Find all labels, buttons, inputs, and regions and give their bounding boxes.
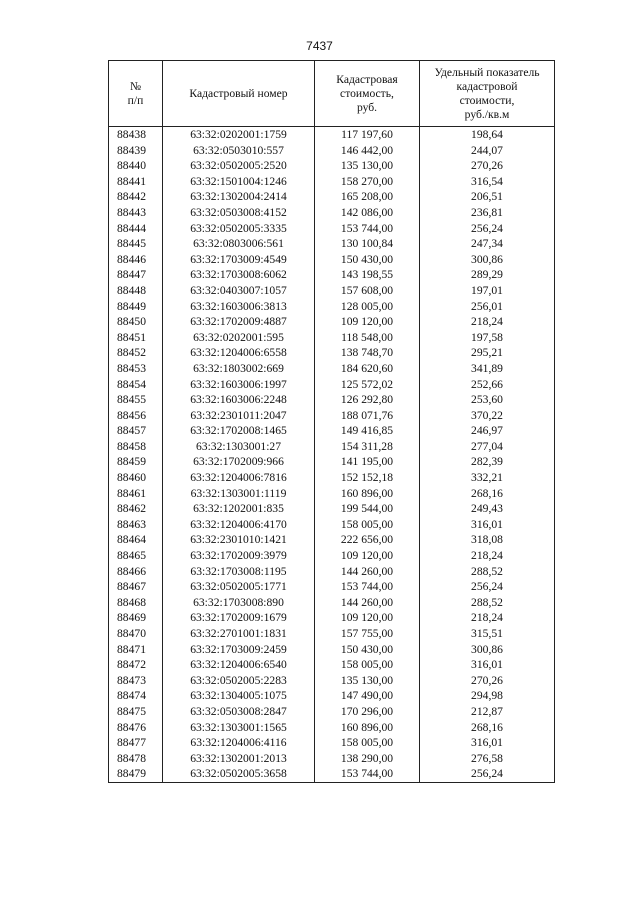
- cadastral-number: 63:32:1703009:4549: [163, 252, 315, 268]
- unit-cadastral-value: 256,24: [420, 221, 555, 237]
- table-row: [109, 330, 555, 346]
- cadastral-cost: 165 208,00: [315, 189, 420, 205]
- table-row: [109, 579, 555, 595]
- unit-cadastral-value: 218,24: [420, 548, 555, 564]
- row-number: 88447: [109, 267, 163, 283]
- cadastral-number: 63:32:1303001:1119: [163, 486, 315, 502]
- row-number: 88465: [109, 548, 163, 564]
- cadastral-cost: 118 548,00: [315, 330, 420, 346]
- cadastral-cost: 157 608,00: [315, 283, 420, 299]
- row-number: 88449: [109, 299, 163, 315]
- cadastral-number: 63:32:1302001:2013: [163, 751, 315, 767]
- unit-cadastral-value: 276,58: [420, 751, 555, 767]
- row-number: 88450: [109, 314, 163, 330]
- table-row: [109, 127, 555, 143]
- table-row: [109, 688, 555, 704]
- cadastral-cost: 184 620,60: [315, 361, 420, 377]
- page-number: 7437: [306, 39, 333, 53]
- unit-cadastral-value: 256,24: [420, 766, 555, 782]
- table-row: [109, 189, 555, 205]
- cadastral-cost: 109 120,00: [315, 314, 420, 330]
- cadastral-cost: 144 260,00: [315, 595, 420, 611]
- table-row: [109, 236, 555, 252]
- row-number: 88476: [109, 720, 163, 736]
- unit-cadastral-value: 282,39: [420, 454, 555, 470]
- cadastral-cost: 154 311,28: [315, 439, 420, 455]
- unit-cadastral-value: 270,26: [420, 673, 555, 689]
- unit-cadastral-value: 197,58: [420, 330, 555, 346]
- cadastral-number: 63:32:0803006:561: [163, 236, 315, 252]
- cadastral-number: 63:32:2301011:2047: [163, 408, 315, 424]
- cadastral-number: 63:32:1703008:1195: [163, 564, 315, 580]
- cadastral-cost: 158 005,00: [315, 657, 420, 673]
- row-number: 88439: [109, 143, 163, 159]
- table-row: [109, 564, 555, 580]
- table-row: [109, 595, 555, 611]
- cadastral-number: 63:32:1603006:3813: [163, 299, 315, 315]
- cadastral-number: 63:32:1202001:835: [163, 501, 315, 517]
- cadastral-cost: 149 416,85: [315, 423, 420, 439]
- table-row: [109, 267, 555, 283]
- table-row: [109, 532, 555, 548]
- cadastral-number: 63:32:1702009:966: [163, 454, 315, 470]
- cadastral-number: 63:32:0502005:1771: [163, 579, 315, 595]
- cadastral-cost: 222 656,00: [315, 532, 420, 548]
- table-row: [109, 377, 555, 393]
- cadastral-number: 63:32:0403007:1057: [163, 283, 315, 299]
- cadastral-cost: 160 896,00: [315, 486, 420, 502]
- unit-cadastral-value: 300,86: [420, 252, 555, 268]
- unit-cadastral-value: 212,87: [420, 704, 555, 720]
- header-cadastral-cost: Кадастровая стоимость, руб.: [315, 61, 420, 127]
- cadastral-cost: 158 005,00: [315, 517, 420, 533]
- table-row: [109, 610, 555, 626]
- row-number: 88463: [109, 517, 163, 533]
- cadastral-cost: 153 744,00: [315, 766, 420, 782]
- table-row: [109, 642, 555, 658]
- cadastral-cost: 126 292,80: [315, 392, 420, 408]
- row-number: 88441: [109, 174, 163, 190]
- table-row: [109, 735, 555, 751]
- cadastral-number: 63:32:1603006:2248: [163, 392, 315, 408]
- table-body: [109, 127, 555, 783]
- cadastral-number: 63:32:1204006:4116: [163, 735, 315, 751]
- cadastral-number: 63:32:2701001:1831: [163, 626, 315, 642]
- unit-cadastral-value: 206,51: [420, 189, 555, 205]
- unit-cadastral-value: 315,51: [420, 626, 555, 642]
- row-number: 88468: [109, 595, 163, 611]
- unit-cadastral-value: 270,26: [420, 158, 555, 174]
- cadastral-cost: 152 152,18: [315, 470, 420, 486]
- cadastral-number: 63:32:0503008:4152: [163, 205, 315, 221]
- cadastral-cost: 160 896,00: [315, 720, 420, 736]
- cadastral-number: 63:32:1703009:2459: [163, 642, 315, 658]
- header-unit-value: Удельный показатель кадастровой стоимости, руб./кв.м: [420, 61, 555, 127]
- row-number: 88472: [109, 657, 163, 673]
- table-row: [109, 501, 555, 517]
- table-row: [109, 345, 555, 361]
- unit-cadastral-value: 316,54: [420, 174, 555, 190]
- cadastral-cost: 109 120,00: [315, 610, 420, 626]
- table-row: [109, 548, 555, 564]
- cadastral-cost: 158 270,00: [315, 174, 420, 190]
- cadastral-cost: 125 572,02: [315, 377, 420, 393]
- cadastral-number: 63:32:2301010:1421: [163, 532, 315, 548]
- table-row: [109, 704, 555, 720]
- row-number: 88477: [109, 735, 163, 751]
- unit-cadastral-value: 316,01: [420, 517, 555, 533]
- cadastral-number: 63:32:1204006:7816: [163, 470, 315, 486]
- table-row: [109, 174, 555, 190]
- unit-cadastral-value: 253,60: [420, 392, 555, 408]
- row-number: 88469: [109, 610, 163, 626]
- cadastral-cost: 138 748,70: [315, 345, 420, 361]
- cadastral-number: 63:32:0202001:1759: [163, 127, 315, 143]
- cadastral-cost: 142 086,00: [315, 205, 420, 221]
- unit-cadastral-value: 332,21: [420, 470, 555, 486]
- unit-cadastral-value: 300,86: [420, 642, 555, 658]
- unit-cadastral-value: 289,29: [420, 267, 555, 283]
- cadastral-number: 63:32:0202001:595: [163, 330, 315, 346]
- unit-cadastral-value: 246,97: [420, 423, 555, 439]
- unit-cadastral-value: 295,21: [420, 345, 555, 361]
- row-number: 88478: [109, 751, 163, 767]
- cadastral-number: 63:32:1204006:4170: [163, 517, 315, 533]
- unit-cadastral-value: 198,64: [420, 127, 555, 143]
- cadastral-number: 63:32:1501004:1246: [163, 174, 315, 190]
- cadastral-cost: 188 071,76: [315, 408, 420, 424]
- cadastral-number: 63:32:0503008:2847: [163, 704, 315, 720]
- cadastral-number: 63:32:1702009:1679: [163, 610, 315, 626]
- unit-cadastral-value: 244,07: [420, 143, 555, 159]
- row-number: 88443: [109, 205, 163, 221]
- cadastral-cost: 150 430,00: [315, 642, 420, 658]
- cadastral-number: 63:32:1603006:1997: [163, 377, 315, 393]
- row-number: 88448: [109, 283, 163, 299]
- table-row: [109, 314, 555, 330]
- row-number: 88451: [109, 330, 163, 346]
- row-number: 88442: [109, 189, 163, 205]
- cadastral-cost: 147 490,00: [315, 688, 420, 704]
- unit-cadastral-value: 218,24: [420, 314, 555, 330]
- table-row: [109, 486, 555, 502]
- row-number: 88452: [109, 345, 163, 361]
- unit-cadastral-value: 316,01: [420, 657, 555, 673]
- unit-cadastral-value: 249,43: [420, 501, 555, 517]
- table-row: [109, 221, 555, 237]
- row-number: 88456: [109, 408, 163, 424]
- cadastral-cost: 153 744,00: [315, 579, 420, 595]
- row-number: 88453: [109, 361, 163, 377]
- table-row: [109, 657, 555, 673]
- unit-cadastral-value: 288,52: [420, 595, 555, 611]
- cadastral-cost: 150 430,00: [315, 252, 420, 268]
- row-number: 88479: [109, 766, 163, 782]
- table-header: [109, 61, 555, 127]
- table-row: [109, 205, 555, 221]
- row-number: 88444: [109, 221, 163, 237]
- cadastral-cost: 128 005,00: [315, 299, 420, 315]
- row-number: 88458: [109, 439, 163, 455]
- cadastral-number: 63:32:1303001:1565: [163, 720, 315, 736]
- unit-cadastral-value: 277,04: [420, 439, 555, 455]
- row-number: 88460: [109, 470, 163, 486]
- cadastral-cost: 135 130,00: [315, 673, 420, 689]
- cadastral-number: 63:32:1703008:6062: [163, 267, 315, 283]
- cadastral-number: 63:32:1702008:1465: [163, 423, 315, 439]
- cadastral-number: 63:32:1803002:669: [163, 361, 315, 377]
- cadastral-number: 63:32:1702009:4887: [163, 314, 315, 330]
- cadastral-cost: 199 544,00: [315, 501, 420, 517]
- cadastral-cost: 130 100,84: [315, 236, 420, 252]
- table-row: [109, 470, 555, 486]
- cadastral-cost: 144 260,00: [315, 564, 420, 580]
- row-number: 88446: [109, 252, 163, 268]
- row-number: 88454: [109, 377, 163, 393]
- cadastral-cost: 141 195,00: [315, 454, 420, 470]
- unit-cadastral-value: 197,01: [420, 283, 555, 299]
- cadastral-cost: 158 005,00: [315, 735, 420, 751]
- table-row: [109, 408, 555, 424]
- cadastral-cost: 157 755,00: [315, 626, 420, 642]
- header-number: № п/п: [109, 61, 163, 127]
- row-number: 88473: [109, 673, 163, 689]
- row-number: 88457: [109, 423, 163, 439]
- table-row: [109, 454, 555, 470]
- header-row: [109, 61, 555, 127]
- row-number: 88474: [109, 688, 163, 704]
- table-row: [109, 720, 555, 736]
- table-row: [109, 392, 555, 408]
- table-row: [109, 299, 555, 315]
- unit-cadastral-value: 288,52: [420, 564, 555, 580]
- unit-cadastral-value: 236,81: [420, 205, 555, 221]
- unit-cadastral-value: 256,01: [420, 299, 555, 315]
- cadastral-number: 63:32:1702009:3979: [163, 548, 315, 564]
- cadastral-cost: 138 290,00: [315, 751, 420, 767]
- unit-cadastral-value: 316,01: [420, 735, 555, 751]
- table-row: [109, 143, 555, 159]
- unit-cadastral-value: 268,16: [420, 486, 555, 502]
- cadastral-number: 63:32:0502005:2520: [163, 158, 315, 174]
- row-number: 88455: [109, 392, 163, 408]
- row-number: 88467: [109, 579, 163, 595]
- row-number: 88445: [109, 236, 163, 252]
- cadastral-number: 63:32:0502005:3335: [163, 221, 315, 237]
- cadastral-cost: 135 130,00: [315, 158, 420, 174]
- header-cadastral-number: Кадастровый номер: [163, 61, 315, 127]
- cadastral-cost: 146 442,00: [315, 143, 420, 159]
- row-number: 88462: [109, 501, 163, 517]
- row-number: 88475: [109, 704, 163, 720]
- row-number: 88466: [109, 564, 163, 580]
- row-number: 88464: [109, 532, 163, 548]
- unit-cadastral-value: 218,24: [420, 610, 555, 626]
- table-row: [109, 283, 555, 299]
- cadastral-number: 63:32:1303001:27: [163, 439, 315, 455]
- cadastral-number: 63:32:1204006:6558: [163, 345, 315, 361]
- unit-cadastral-value: 294,98: [420, 688, 555, 704]
- cadastral-cost: 109 120,00: [315, 548, 420, 564]
- unit-cadastral-value: 318,08: [420, 532, 555, 548]
- table-row: [109, 751, 555, 767]
- table-row: [109, 517, 555, 533]
- cadastral-number: 63:32:0503010:557: [163, 143, 315, 159]
- cadastral-cost: 117 197,60: [315, 127, 420, 143]
- unit-cadastral-value: 268,16: [420, 720, 555, 736]
- unit-cadastral-value: 370,22: [420, 408, 555, 424]
- cadastral-number: 63:32:1302004:2414: [163, 189, 315, 205]
- table-row: [109, 361, 555, 377]
- table-row: [109, 423, 555, 439]
- cadastral-number: 63:32:1304005:1075: [163, 688, 315, 704]
- cadastral-number: 63:32:1204006:6540: [163, 657, 315, 673]
- row-number: 88470: [109, 626, 163, 642]
- cadastral-cost: 153 744,00: [315, 221, 420, 237]
- cadastral-number: 63:32:1703008:890: [163, 595, 315, 611]
- table-row: [109, 158, 555, 174]
- cadastral-value-table: [108, 60, 555, 783]
- cadastral-number: 63:32:0502005:2283: [163, 673, 315, 689]
- cadastral-cost: 170 296,00: [315, 704, 420, 720]
- row-number: 88461: [109, 486, 163, 502]
- table-row: [109, 766, 555, 782]
- unit-cadastral-value: 256,24: [420, 579, 555, 595]
- row-number: 88440: [109, 158, 163, 174]
- row-number: 88459: [109, 454, 163, 470]
- unit-cadastral-value: 247,34: [420, 236, 555, 252]
- unit-cadastral-value: 252,66: [420, 377, 555, 393]
- unit-cadastral-value: 341,89: [420, 361, 555, 377]
- table-row: [109, 626, 555, 642]
- cadastral-number: 63:32:0502005:3658: [163, 766, 315, 782]
- row-number: 88471: [109, 642, 163, 658]
- row-number: 88438: [109, 127, 163, 143]
- table-row: [109, 673, 555, 689]
- table-row: [109, 439, 555, 455]
- cadastral-cost: 143 198,55: [315, 267, 420, 283]
- table-row: [109, 252, 555, 268]
